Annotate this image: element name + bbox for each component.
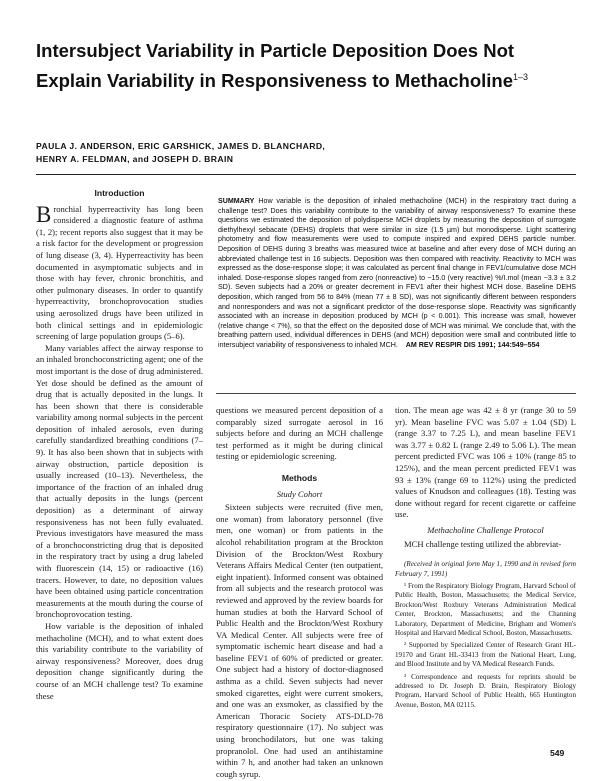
intro-paragraph-3: How variable is the deposition of inhaled methacholine (MCH), and to what extent does this variability contribute to the variability of airway responsiveness? Moreover, does drug deposition change significantly during the course of an MCH challenge test? To examine these: [36, 620, 203, 701]
methods-paragraph: Sixteen subjects were recruited (five men, one woman) from laboratory personnel (five men, one woman) or from patients in the alcohol rehabilitation program at the Brockton Division of the Brockton/West Roxbury Veterans Affairs Medical Center (ten outpatient, eight inpatient). Informed consent was obtained from all subjects and the research protocol was reviewed and approved by the review boards for human studies at both the Harvard School of Public Health and the Brockton/West Roxbury VA Medical Center. All subjects were free of symptomatic ischemic heart disease and had a baseline FEV1 of 60% of predicted or greater. One subject had a history of doctor-diagnosed asthma as a child. Seven subjects had never smoked cigarettes, eight were current smokers, and one was an exsmoker, as classified by the American Thoracic Society ATS-DLD-78 respiratory questionnaire (17). No subject was using bronchodilators, but one was taking propranolol. One had used an antihistamine within 7 h, and another had taken an unknown cough syrup.: [216, 502, 383, 779]
footnote-3: ³ Correspondence and requests for reprints should be addressed to Dr. Joseph D. Brain, Respiratory Biology Program, Harvard School of Public Health, 665 Huntington Avenue, Boston, MA 02115.: [395, 672, 576, 709]
authors-line-1: PAULA J. ANDERSON, ERIC GARSHICK, JAMES D. BLANCHARD,: [36, 141, 326, 151]
footnotes: [395, 560, 576, 710]
intro-heading: Introduction: [94, 188, 145, 198]
drop-cap: B: [36, 201, 52, 227]
journal-citation: AM REV RESPIR DIS 1991; 144:549–554: [405, 340, 540, 349]
received-date: (Received in original form May 1, 1990 and in revised form February 7, 1991): [395, 560, 576, 578]
article-title: [36, 38, 576, 94]
column-right: [395, 405, 576, 713]
page-number: 549: [550, 748, 565, 758]
title-divider: [36, 174, 576, 175]
column-middle: [216, 405, 383, 780]
protocol-paragraph: MCH challenge testing utilized the abbreviat-: [404, 538, 562, 549]
column-left: [36, 188, 203, 702]
intro-continued: questions we measured percent deposition of a comparably sized surrogate aerosol in 16 subjects before and during an MCH challenge test performed as it might be during clinical testing or epidemiologic screening.: [216, 405, 383, 462]
summary-label: SUMMARY: [218, 197, 255, 205]
summary-abstract: [218, 197, 576, 351]
article-title-text: Intersubject Variability in Particle Deposition Does Not Explain Variability in Responsiveness to Methacholine: [36, 40, 515, 92]
methods-heading: Methods: [281, 472, 318, 483]
cohort-continued: tion. The mean age was 42 ± 8 yr (range 30 to 59 yr). Mean baseline FVC was 5.07 ± 1.04 (SD) L (range 3.37 to 7.25 L), and mean baseline FEV1 was 3.77 ± 0.82 L (range 2.49 to 5.06 L). The mean percent predicted FVC was 106 ± 10% (range 85 to 125%), and the mean percent predicted FEV1 was 93 ± 13% (range 69 to 112%) using the predicted values of Knudson and colleagues (18). Testing was done without regard for recent cigarette or caffeine use.: [395, 405, 576, 520]
summary-text: How variable is the deposition of inhaled methacholine (MCH) in the respiratory tract during a challenge test? Does this variability contribute to the variability of airway responsiveness? To examine these questions we estimated the deposition of polydisperse MCH droplets by measuring the deposition of surrogate diethylhexyl sebacate (DEHS) droplets that were similar in size (1.5 µm) but monodisperse. Light scattering photometry and flow measurements were used to compute inspired and expired DEHS particle number. Deposition of DEHS during 3 breaths was measured twice at baseline and after every dose of MCH during an abbreviated challenge test in 16 subjects. Deposition was then compared with reactivity. Reactivity to MCH was expressed as the dose-response slope; it was calculated as percent final change in FEV1/cumulative dose MCH inhaled. Dose-response slopes ranged from zero (nonreactive) to −15.0 (very reactive) %/I.mol (mean −3.3 ± 3.2 SD). Seven subjects had a 20% or greater decrement in FEV1 after their highest MCH dose. Baseline DEHS deposition, which ranged from 56 to 84% (mean 77 ± 8 SD), was not significantly different between responders and nonresponders and was not a significant predictor of the dose-response slope. Reactivity was significantly associated with an increase in deposition produced by MCH (p < 0.001). This increase was small, however (relative change < 7%), so that the effect on the deposited dose of MCH was minimal. We conclude that, with the breathing pattern used, individual differences in DEHS (and MCH) deposition were small and contributed little to intersubject variability of responsiveness to inhaled MCH.: [218, 197, 576, 349]
footnote-2: ² Supported by Specialized Center of Research Grant HL-19170 and Grant HL-33413 from the National Heart, Lung, and Blood Institute and by VA Medical Research Funds.: [395, 641, 576, 669]
intro-paragraph-1: [36, 201, 203, 343]
protocol-subheading: Methacholine Challenge Protocol: [427, 524, 544, 535]
footnote-1: ¹ From the Respiratory Biology Program, Harvard School of Public Health, Boston, Massachusetts; the Medical Service, Brockton/West Roxbury Veterans Administration Medical Center, Brockton, Massachusetts; and the Channing Laboratory, Department of Medicine, Brigham and Women's Hospital and Harvard Medical School, Boston, Massachusetts.: [395, 581, 576, 637]
intro-paragraph-1-text: ronchial hyperreactivity has long been considered a diagnostic feature of asthma (1, 2); recent reports also suggest that it may be a risk factor for the development or progression of lung disease (3, 4). Hyperreactivity has been documented in asymptomatic subjects and in those with hay fever, chronic bronchitis, and other pulmonary diseases. In order to quantify hyperreactivity, bronchoprovocation studies using aerosolized drugs have been utilized in both clinical settings and in epidemiologic screening of large population groups (5–6).: [36, 203, 203, 342]
author-list: [36, 140, 576, 166]
title-footnote-marker: 1–3: [513, 72, 529, 82]
intro-paragraph-2: Many variables affect the airway response to an inhaled bronchoconstricting agent; one of the most important is the dose of drug administered. Yet dose should be defined as the amount of drug that is actually deposited in the lungs. It has been shown that there is considerable variability among normal subjects in the percent deposition of inhaled aerosols, even during carefully standardized breathing conditions (7–9). It has also been shown that in subjects with airway obstruction, particle deposition is usually increased (10–13). Nevertheless, the importance of the fraction of an inhaled drug that actually deposits in the lungs (percent deposition) as a determinant of airway responsiveness has not been fully evaluated. Previous investigators have measured the mass of a bronchoconstricting drug that is deposited in the respiratory tract by using a drug labeled with fluorescein (14, 15) or radioactive (16) tracers. However, to date, no deposition values have been obtained using particle concentration measurements at the mouth during the course of bronchoprovocation testing.: [36, 342, 203, 620]
study-cohort-subheading: Study Cohort: [276, 488, 323, 499]
authors-line-2: HENRY A. FELDMAN, and JOSEPH D. BRAIN: [36, 154, 234, 164]
summary-divider: [216, 393, 576, 394]
